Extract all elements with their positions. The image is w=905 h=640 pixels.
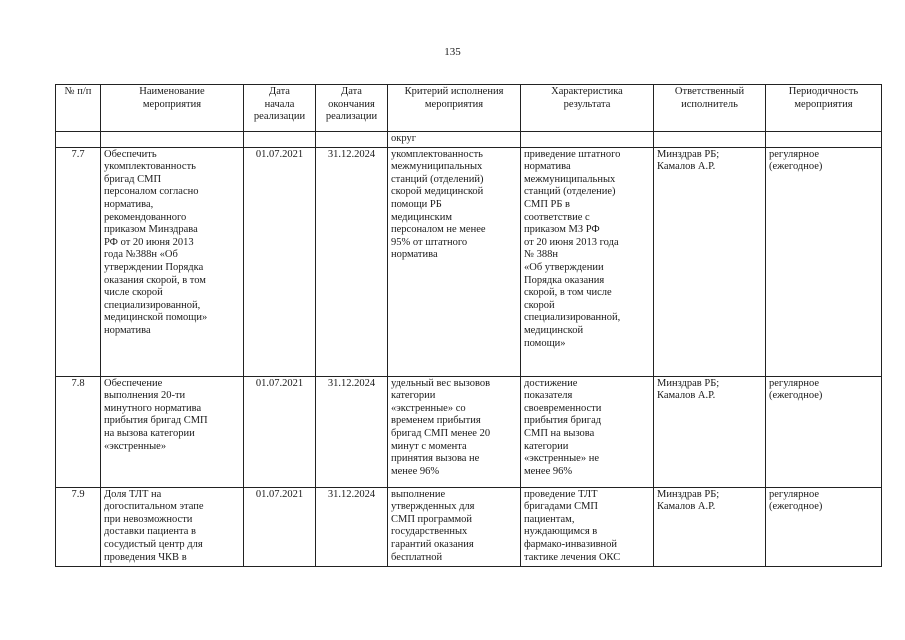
header-result: Характеристика результата [521,85,654,132]
periodicity: регулярное (ежегодное) [766,376,882,487]
responsible: Минздрав РБ; Камалов А.Р. [654,487,766,566]
result: достижение показателя своевременности прибытия бригад СМП на вызова категории «экстренные» не менее 96% [521,376,654,487]
header-criterion: Критерий исполнения мероприятия [388,85,521,132]
page-number: 135 [444,46,461,58]
measures-table [55,84,882,567]
header-end-date: Дата окончания реализации [316,85,388,132]
responsible: Минздрав РБ; Камалов А.Р. [654,376,766,487]
header-periodicity: Периодичность мероприятия [766,85,882,132]
result: приведение штатного норматива межмуниципальных станций (отделение) СМП РБ в соответствие с приказом МЗ РФ от 20 июня 2013 года № 388н «Об утверждении Порядка оказания скорой, в том числе скорой специализированной, медицинской помощи» [521,147,654,376]
criterion: удельный вес вызовов категории «экстренные» со временем прибытия бригад СМП менее 20 минут с момента принятия вызова не менее 96% [388,376,521,487]
periodicity: регулярное (ежегодное) [766,147,882,376]
responsible: Минздрав РБ; Камалов А.Р. [654,147,766,376]
header-name: Наименование мероприятия [101,85,244,132]
criterion: укомплектованность межмуниципальных станций (отделений) скорой медицинской помощи РБ медицинским персоналом не менее 95% от штатного норматива [388,147,521,376]
measure-name: Обеспечить укомплектованность бригад СМП персоналом согласно норматива, рекомендованного приказом Минздрава РФ от 20 июня 2013 года №388н «Об утверждении Порядка оказания скорой, в том числе скорой специализированной, медицинской помощи» норматива [101,147,244,376]
table-row [56,487,882,566]
row-number: 7.8 [56,376,101,487]
table-header-row [56,85,882,132]
end-date: 31.12.2024 [316,147,388,376]
table-row [56,376,882,487]
row-number: 7.7 [56,147,101,376]
measure-name: Доля ТЛТ на догоспитальном этапе при невозможности доставки пациента в сосудистый центр для проведения ЧКВ в [101,487,244,566]
result: проведение ТЛТ бригадами СМП пациентам, нуждающимся в фармако-инвазивной тактике лечения ОКС [521,487,654,566]
header-start-date: Дата начала реализации [244,85,316,132]
measure-name: Обеспечение выполнения 20-ти минутного норматива прибытия бригад СМП на вызова категории «экстренные» [101,376,244,487]
criterion: выполнение утвержденных для СМП программой государственных гарантий оказания бесплатной [388,487,521,566]
start-date: 01.07.2021 [244,487,316,566]
start-date: 01.07.2021 [244,147,316,376]
end-date: 31.12.2024 [316,487,388,566]
start-date: 01.07.2021 [244,376,316,487]
header-number: № п/п [56,85,101,132]
periodicity: регулярное (ежегодное) [766,487,882,566]
row-number: 7.9 [56,487,101,566]
continuation-row [56,132,882,148]
end-date: 31.12.2024 [316,376,388,487]
header-responsible: Ответственный исполнитель [654,85,766,132]
continuation-criterion: округ [388,132,521,148]
table-row [56,147,882,376]
